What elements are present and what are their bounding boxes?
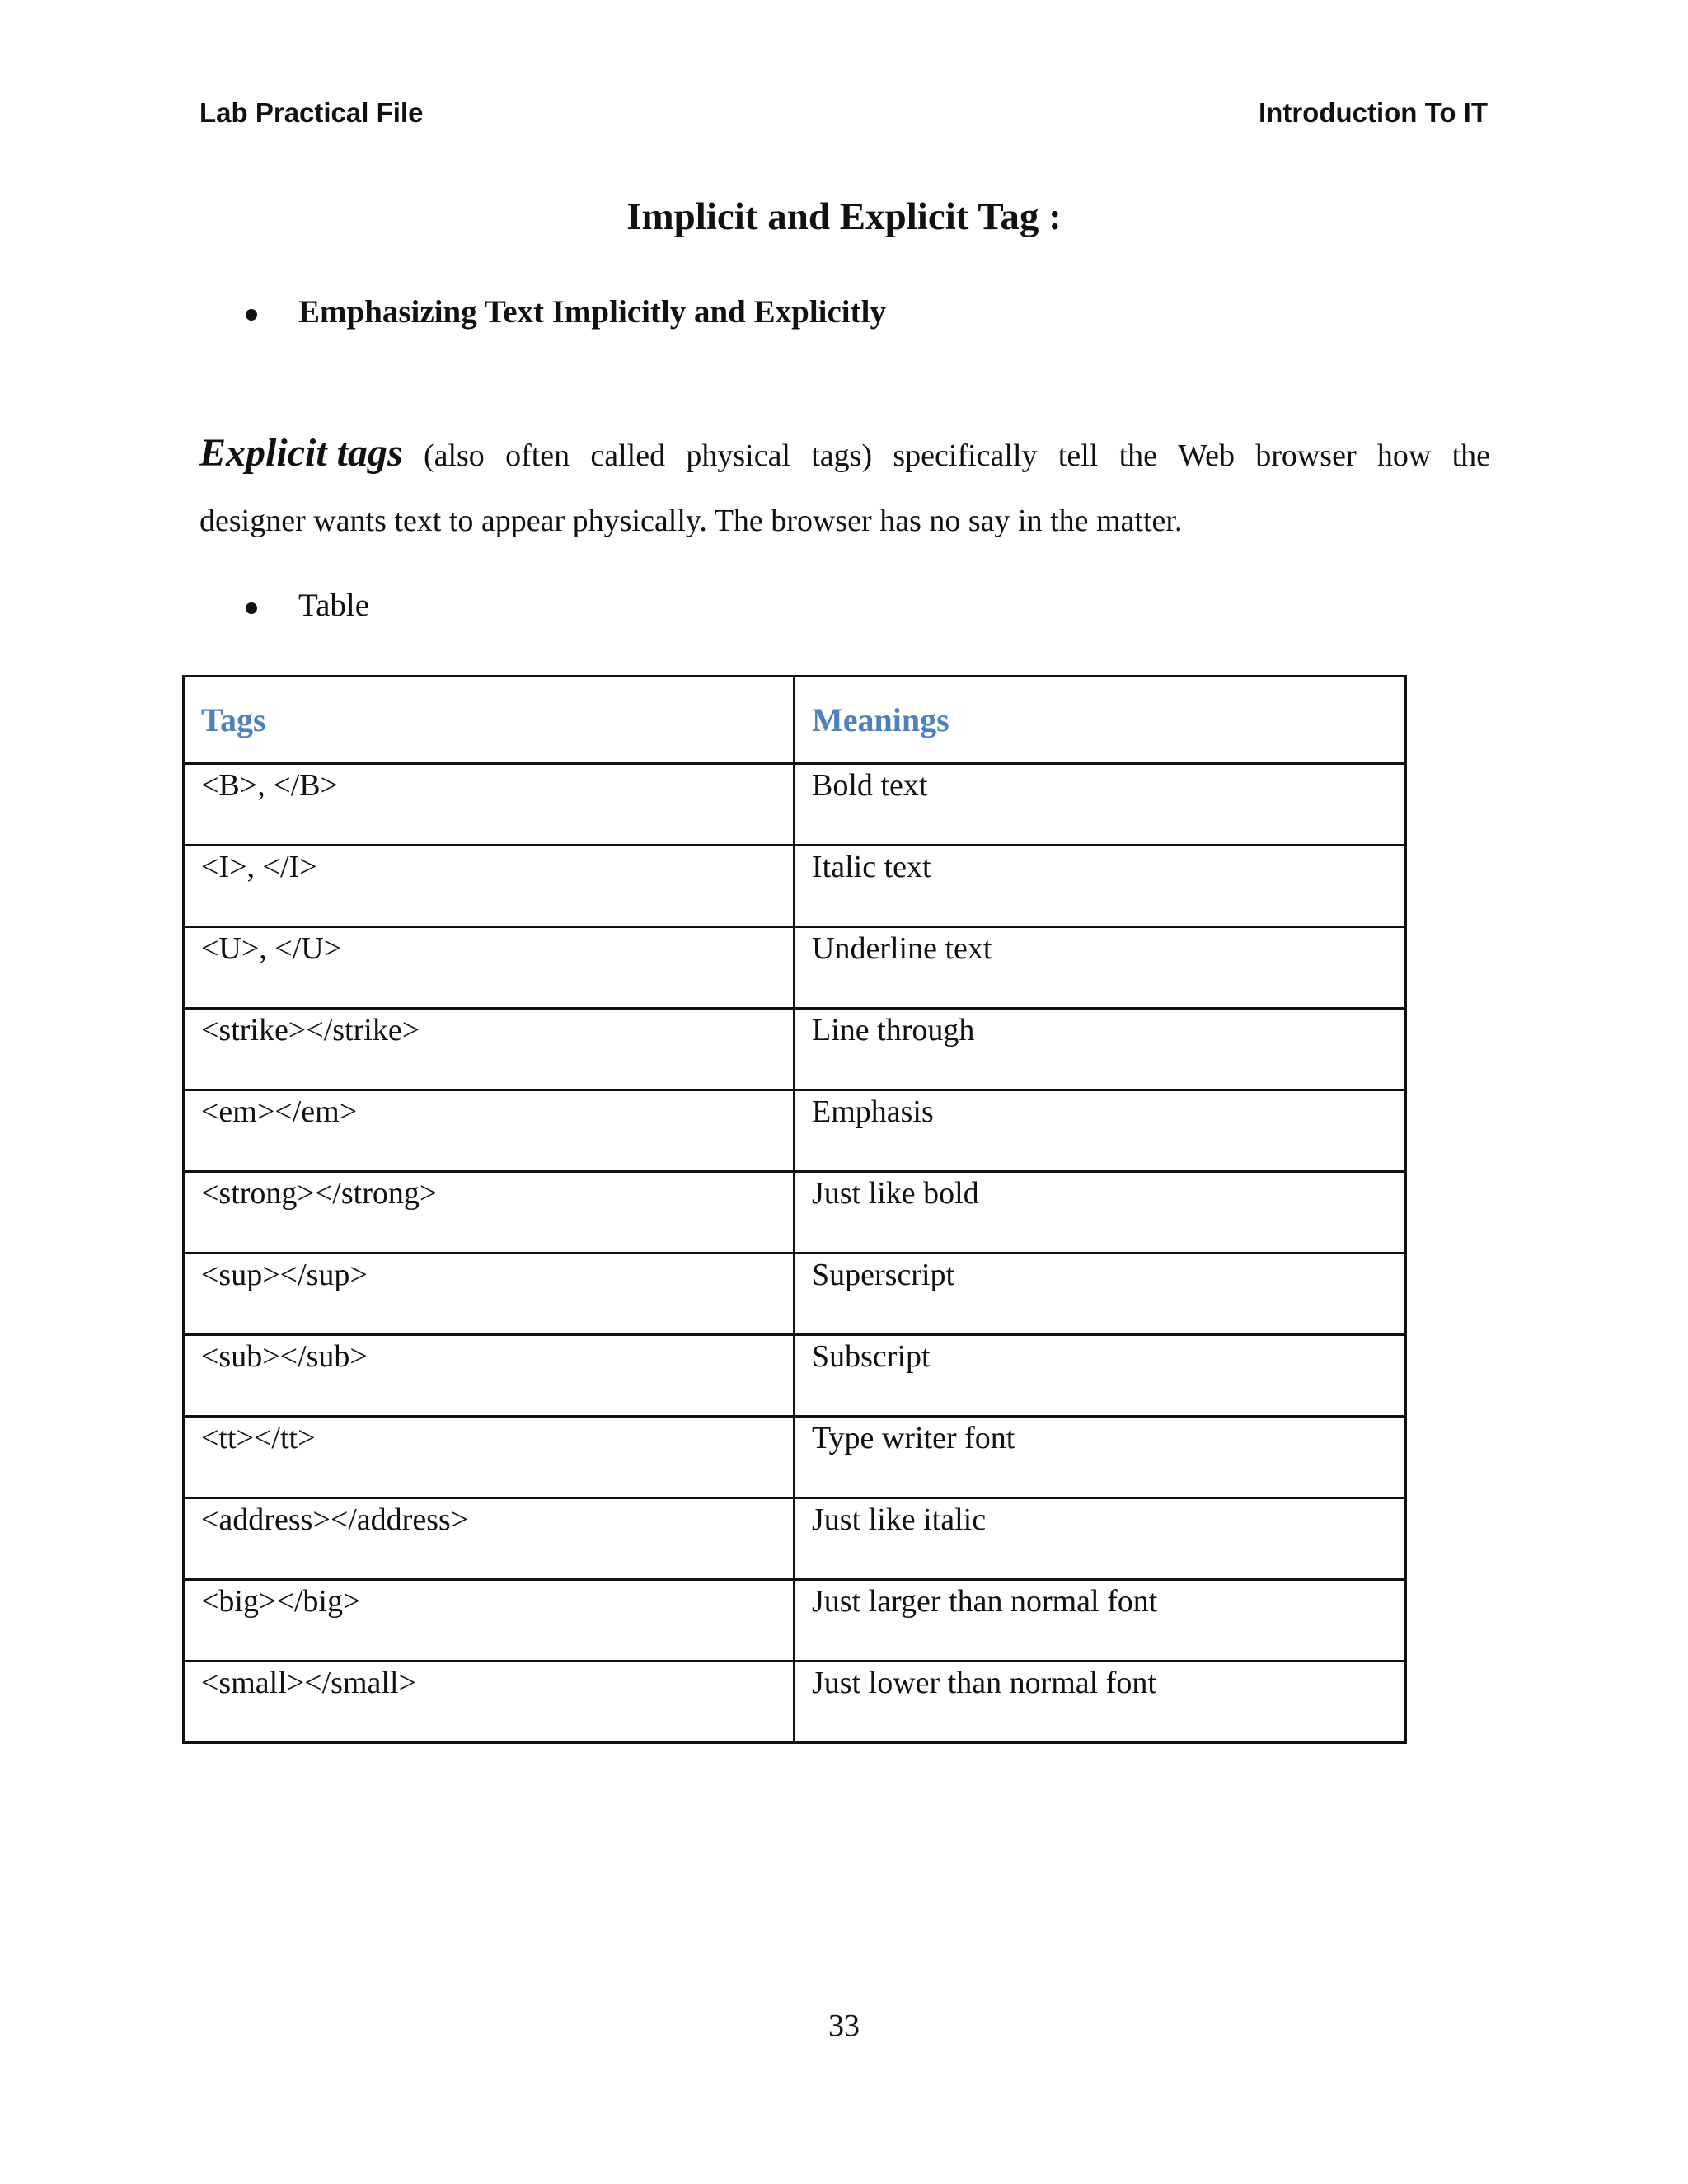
- page-title: Implicit and Explicit Tag :: [626, 195, 1062, 238]
- tag-cell: <tt></tt>: [184, 1417, 795, 1498]
- meaning-cell: Just like italic: [795, 1498, 1406, 1580]
- tag-cell: <I>, </I>: [184, 846, 795, 927]
- page-number: 33: [828, 2008, 860, 2043]
- meaning-cell: Type writer font: [795, 1417, 1406, 1498]
- paragraph-line-2: designer wants text to appear physically. The browser has no say in the matter.: [199, 504, 1183, 538]
- column-header-meanings: Meanings: [795, 677, 1406, 764]
- paragraph-word: called: [590, 438, 666, 473]
- paragraph-line-1: [199, 430, 1490, 476]
- tag-cell: <sup></sup>: [184, 1254, 795, 1335]
- paragraph-word: tags): [811, 438, 873, 473]
- table-row: [184, 764, 1406, 846]
- table-row: [184, 1254, 1406, 1335]
- tag-cell: <small></small>: [184, 1661, 795, 1743]
- meaning-cell: Just lower than normal font: [795, 1661, 1406, 1743]
- meaning-cell: Underline text: [795, 927, 1406, 1009]
- tag-cell: <strike></strike>: [184, 1009, 795, 1090]
- table-row: [184, 1661, 1406, 1743]
- table-row: [184, 1335, 1406, 1417]
- tag-cell: <sub></sub>: [184, 1335, 795, 1417]
- running-header-right: Introduction To IT: [1259, 97, 1488, 128]
- running-header-left: Lab Practical File: [199, 97, 424, 128]
- table-row: [184, 1009, 1406, 1090]
- tag-cell: <em></em>: [184, 1090, 795, 1172]
- paragraph-word: tell: [1057, 438, 1099, 473]
- paragraph-word: often: [505, 438, 570, 473]
- table-row: [184, 1417, 1406, 1498]
- table-row: [184, 846, 1406, 927]
- table-row: [184, 1090, 1406, 1172]
- meaning-cell: Italic text: [795, 846, 1406, 927]
- paragraph-lead: Explicit tags: [199, 431, 403, 475]
- paragraph-word: how: [1376, 438, 1432, 473]
- tag-cell: <B>, </B>: [184, 764, 795, 846]
- paragraph-word: physical: [686, 438, 790, 473]
- bullet-dot-icon: [246, 309, 257, 321]
- table-row: [184, 1172, 1406, 1254]
- table-row: [184, 927, 1406, 1009]
- meaning-cell: Line through: [795, 1009, 1406, 1090]
- tag-cell: <big></big>: [184, 1580, 795, 1661]
- meaning-cell: Just larger than normal font: [795, 1580, 1406, 1661]
- paragraph-word: specifically: [893, 438, 1038, 473]
- bullet-table: Table: [298, 588, 370, 623]
- meaning-cell: Just like bold: [795, 1172, 1406, 1254]
- paragraph-word: the: [1118, 438, 1157, 473]
- tag-cell: <strong></strong>: [184, 1172, 795, 1254]
- meaning-cell: Bold text: [795, 764, 1406, 846]
- meaning-cell: Emphasis: [795, 1090, 1406, 1172]
- meaning-cell: Superscript: [795, 1254, 1406, 1335]
- column-header-tags: Tags: [184, 677, 795, 764]
- paragraph-word: the: [1451, 438, 1490, 473]
- paragraph-word: (also: [423, 438, 485, 473]
- tag-cell: <address></address>: [184, 1498, 795, 1580]
- table-row: [184, 1580, 1406, 1661]
- meaning-cell: Subscript: [795, 1335, 1406, 1417]
- tags-table: [182, 675, 1407, 1744]
- bullet-emphasizing-text: Emphasizing Text Implicitly and Explicitly: [298, 294, 886, 330]
- table-row: [184, 1498, 1406, 1580]
- paragraph-word: Web: [1178, 438, 1235, 473]
- bullet-dot-icon: [246, 602, 257, 614]
- tag-cell: <U>, </U>: [184, 927, 795, 1009]
- table-header-row: [184, 677, 1406, 764]
- paragraph-word: browser: [1255, 438, 1357, 473]
